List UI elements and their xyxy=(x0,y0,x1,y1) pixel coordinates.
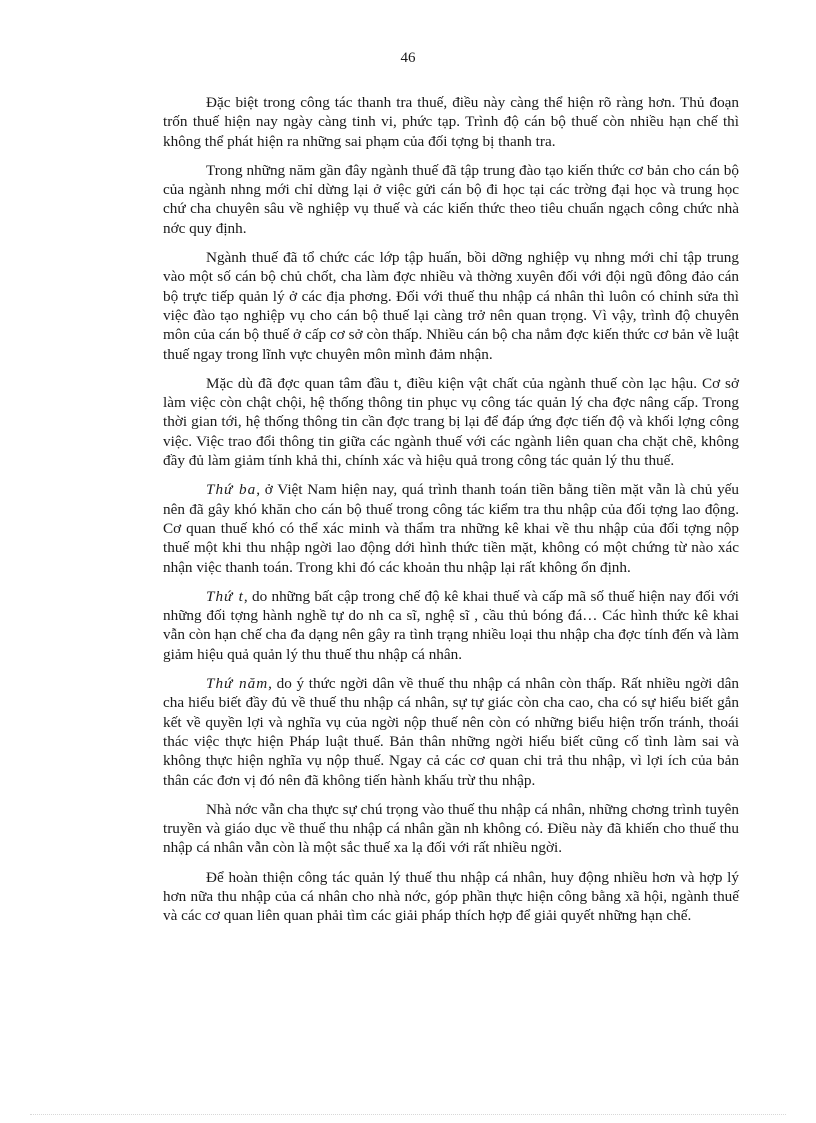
paragraph-lead: Thứ t xyxy=(206,587,244,605)
paragraph-text: , do những bất cập trong chế độ kê khai thuế và cấp mã số thuế hiện nay đối với những đối tợng hành nghề tự do nh ca sĩ, nghệ sĩ , cầu thủ bóng đá… Các hình thức kê khai vẫn còn hạn chế cha đa dạng nên gây ra tình trạng nhiều loại thu nhập cha đợc tính đến và làm giảm hiệu quả quản lý thu thuế thu nhập cá nhân. xyxy=(163,587,740,663)
paragraph xyxy=(163,248,739,364)
paragraph-text: , do ý thức ngời dân về thuế thu nhập cá nhân còn thấp. Rất nhiều ngời dân cha hiểu biết đầy đủ về thuế thu nhập cá nhân, sự tự giác còn cha cao, cha có sự hiểu biết gắn kết về quyền lợi và nghĩa vụ của ngời nộp thuế nên còn có những biểu hiện trốn tránh, thoái thác việc thực hiện Pháp luật thuế. Bản thân những ngời hiểu biết cũng cố tình làm sai và không thực hiện nghĩa vụ nộp thuế. Ngay cả các cơ quan chi trả thu nhập, vì lợi ích của bản thân các đơn vị đó nên đã không tiến hành khấu trừ thu nhập. xyxy=(163,675,739,789)
paragraph-text: Đặc biệt trong công tác thanh tra thuế, điều này càng thể hiện rõ ràng hơn. Thủ đoạn trốn thuế hiện nay ngày càng tinh vi, phức tạp. Trình độ cán bộ thuế còn nhiều hạn chế thì không thể phát hiện ra những sai phạm của đối tợng bị thanh tra. xyxy=(163,94,739,150)
paragraph-lead: Thứ năm xyxy=(206,675,269,693)
paragraph-text: Ngành thuế đã tổ chức các lớp tập huấn, bồi dỡng nghiệp vụ nhng mới chỉ tập trung vào một số cán bộ chủ chốt, cha làm đợc nhiều và thờng xuyên đối với đội ngũ đông đảo cán bộ trực tiếp quản lý ở các địa phơng. Đối với thuế thu nhập cá nhân thì luôn có chỉnh sửa thì việc đào tạo nghiệp vụ cho cán bộ thuế lại càng trở nên quan trọng. Vì vậy, trình độ chuyên môn của cán bộ thuế ở cấp cơ sở còn thấp. Nhiều cán bộ cha nắm đợc kiến thức cơ bản về luật thuế ngay trong lĩnh vực chuyên môn mình đảm nhận. xyxy=(163,249,739,363)
paragraph-lead: Thứ ba xyxy=(206,481,257,499)
paragraph xyxy=(163,161,739,238)
paragraph xyxy=(163,374,739,470)
paragraph-text: Trong những năm gần đây ngành thuế đã tập trung đào tạo kiến thức cơ bản cho cán bộ của ngành nhng mới chỉ dừng lại ở việc gửi cán bộ đi học tại các trờng đại học và trung học chứ cha chuyên sâu về nghiệp vụ thuế và các kiến thức theo tiêu chuẩn ngạch công chức nhà nớc quy định. xyxy=(163,161,739,237)
paragraph xyxy=(163,800,739,858)
paragraph-text: Để hoàn thiện công tác quản lý thuế thu nhập cá nhân, huy động nhiều hơn và hợp lý hơn nữa thu nhập của cá nhân cho nhà nớc, góp phần thực hiện công bằng xã hội, ngành thuế và các cơ quan liên quan phải tìm các giải pháp thích hợp để giải quyết những hạn chế. xyxy=(163,868,739,925)
paragraph xyxy=(163,93,739,151)
paragraph xyxy=(163,587,739,664)
paragraph-text: Mặc dù đã đợc quan tâm đầu t, điều kiện vật chất của ngành thuế còn lạc hậu. Cơ sở làm việc còn chật chội, hệ thống thông tin phục vụ công tác quản lý cha đợc nâng cấp. Trong thời gian tới, hệ thống thông tin cần đợc trang bị lại để đáp ứng đợc tiến độ và khối lợng công việc. Việc trao đổi thông tin giữa các ngành thuế với các ngành liên quan cha chặt chẽ, không đầy đủ làm giảm tính khả thi, chính xác và hiệu quả trong công tác quản lý thu thuế. xyxy=(163,374,739,470)
body-text xyxy=(163,93,739,936)
paragraph xyxy=(163,674,739,790)
page-bottom-rule xyxy=(30,1114,786,1115)
page-number: 46 xyxy=(400,50,416,66)
paragraph xyxy=(163,480,739,576)
paragraph xyxy=(163,868,739,926)
paragraph-text: Nhà nớc vẫn cha thực sự chú trọng vào thuế thu nhập cá nhân, những chơng trình tuyên truyền và giáo dục về thuế thu nhập cá nhân gần nh không có. Điều này đã khiến cho thuế thu nhập cá nhân vẫn còn là một sắc thuế xa lạ đối với rất nhiều ngời. xyxy=(163,800,739,857)
paragraph-text: , ở Việt Nam hiện nay, quá trình thanh toán tiền bằng tiền mặt vẫn là chủ yếu nên đã gây khó khăn cho cán bộ thuế trong công tác kiểm tra thu nhập của đối tợng lao động. Cơ quan thuế khó có thể xác minh và thẩm tra những kê khai về thu nhập của đối tợng nộp thuế một khi thu nhập ngời lao động dới hình thức tiền mặt, không có một chứng từ nào xác nhận việc thanh toán. Trong khi đó các khoản thu nhập lại rất không ổn định. xyxy=(163,481,739,576)
